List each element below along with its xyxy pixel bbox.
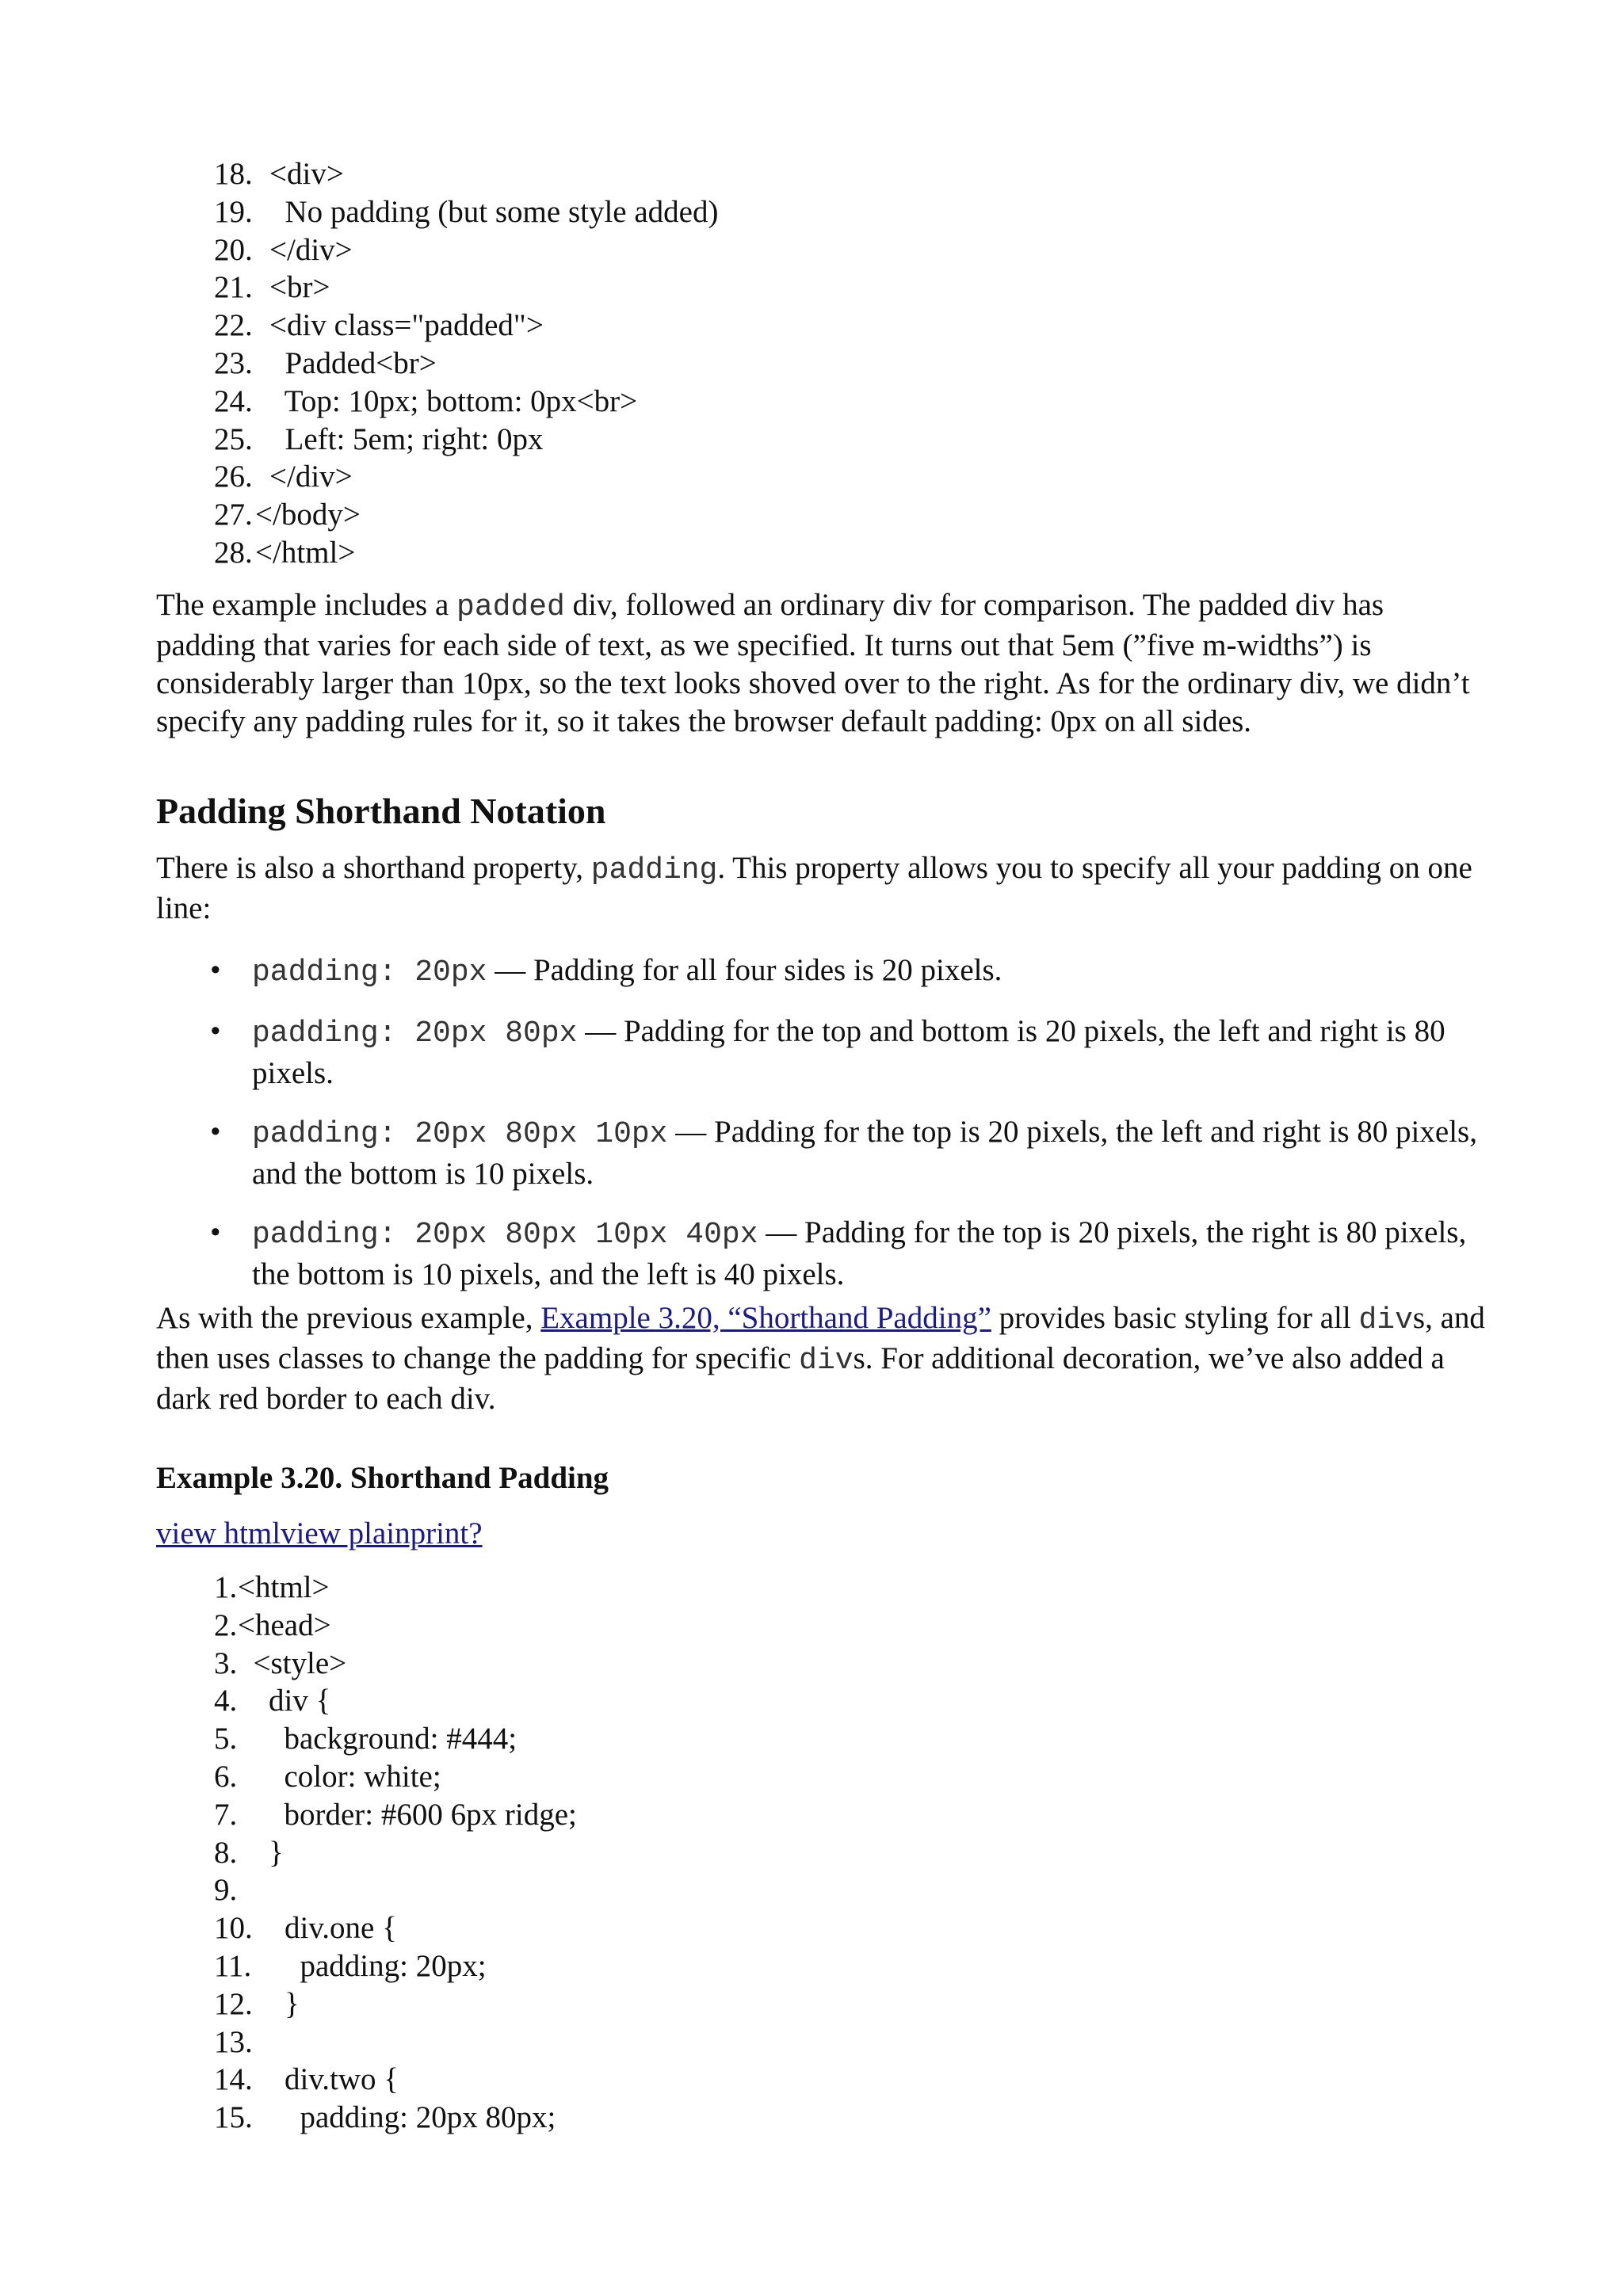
line-number: 11. — [214, 1948, 252, 1983]
code-text: <div> — [269, 157, 344, 191]
code-line — [214, 2061, 927, 2099]
code-text: </div> — [269, 460, 353, 494]
inline-code-div-2: div — [799, 1344, 854, 1378]
code-listing-bottom — [214, 1569, 927, 2137]
code-text: No padding (but some style added) — [269, 194, 719, 229]
code-text: </div> — [269, 232, 353, 267]
bullet-item — [210, 1213, 1494, 1295]
code-text: Left: 5em; right: 0px — [269, 421, 544, 456]
bullet-text: — Padding for the top and bottom is 20 pixels, the left and right is 80 pixels. — [252, 1014, 1445, 1090]
line-number: 28. — [214, 535, 253, 570]
bullet-text: — Padding for the top is 20 pixels, the right is 80 pixels, the bottom is 10 pixels, and the left is 40 pixels. — [252, 1215, 1467, 1291]
line-number: 20. — [214, 232, 253, 267]
line-number: 18. — [214, 157, 253, 191]
paragraph-example-intro — [156, 1299, 1487, 1418]
inline-code-div-1: div — [1358, 1303, 1413, 1337]
line-number: 23. — [214, 345, 253, 380]
code-line — [214, 458, 927, 496]
code-line — [214, 496, 927, 534]
code-line — [214, 2023, 927, 2061]
code-line — [214, 1682, 927, 1720]
code-text: color: white; — [238, 1759, 441, 1794]
line-number: 4. — [214, 1684, 238, 1718]
line-number: 6. — [214, 1759, 238, 1794]
code-text: <style> — [238, 1646, 347, 1680]
code-line — [214, 1947, 927, 1985]
code-text: </html> — [255, 535, 356, 570]
code-line — [214, 1720, 927, 1758]
line-number: 15. — [214, 2100, 253, 2135]
para2-pre: There is also a shorthand property, — [156, 851, 591, 885]
code-line — [214, 1985, 927, 2023]
inline-code-padding: padding — [590, 853, 718, 887]
bullet-dot-icon: • — [210, 1014, 221, 1048]
example-link[interactable]: Example 3.20, “Shorthand Padding” — [540, 1301, 991, 1335]
code-line — [214, 2099, 927, 2137]
code-line — [214, 1607, 927, 1645]
code-text: padding: 20px; — [254, 1948, 487, 1983]
example-toolbar-link[interactable]: view htmlview plainprint? — [156, 1516, 483, 1550]
paragraph-padded-explanation — [156, 586, 1487, 741]
para1-pre: The example includes a — [156, 588, 457, 622]
code-line — [214, 1909, 927, 1947]
para3-post: s. For additional decoration, we’ve also added a dark red border to each div. — [156, 1341, 1445, 1416]
code-line — [214, 231, 927, 269]
paragraph-shorthand-intro — [156, 849, 1487, 928]
code-text: } — [238, 1835, 284, 1870]
code-text: border: #600 6px ridge; — [238, 1797, 577, 1832]
code-text: background: #444; — [238, 1722, 517, 1756]
line-number: 3. — [214, 1646, 238, 1680]
line-number: 21. — [214, 270, 253, 305]
bullet-code: padding: 20px 80px 10px 40px — [252, 1218, 758, 1252]
bullet-code: padding: 20px 80px 10px — [252, 1117, 668, 1151]
code-text: <div class="padded"> — [269, 308, 544, 343]
code-line — [214, 421, 927, 459]
code-line — [214, 193, 927, 231]
code-line — [214, 383, 927, 421]
code-line — [214, 534, 927, 572]
code-line — [214, 307, 927, 345]
line-number: 8. — [214, 1835, 238, 1870]
line-number: 22. — [214, 308, 253, 343]
line-number: 12. — [214, 1986, 253, 2021]
code-text: <html> — [238, 1570, 330, 1604]
bullet-text: — Padding for all four sides is 20 pixels. — [487, 953, 1002, 987]
bullet-code: padding: 20px — [252, 955, 487, 990]
code-text: div.one { — [254, 1911, 397, 1946]
code-line — [214, 1796, 927, 1834]
code-line — [214, 1871, 927, 1909]
code-text: } — [254, 1986, 300, 2021]
shorthand-bullet-list — [210, 951, 1494, 1314]
para2-post: . This property allows you to specify all your padding on one line: — [156, 851, 1472, 925]
line-number: 19. — [214, 194, 253, 229]
line-number: 10. — [214, 1911, 253, 1946]
line-number: 14. — [214, 2062, 253, 2097]
line-number: 2. — [214, 1608, 238, 1642]
code-text: <br> — [269, 270, 330, 305]
para3-mid1: provides basic styling for all — [991, 1301, 1359, 1335]
line-number: 25. — [214, 421, 253, 456]
code-line — [214, 155, 927, 193]
line-number: 1. — [214, 1570, 238, 1604]
line-number: 26. — [214, 460, 253, 494]
para1-post: div, followed an ordinary div for comparison. The padded div has padding that varies for each side of text, as we specified. It turns out that 5em (”five m-widths”) is considerably larger than 10px, so the text looks shoved over to the right. As for the ordinary div, we didn’t specify any padding rules for it, so it takes the browser default padding: 0px on all sides. — [156, 588, 1470, 738]
code-text: <head> — [238, 1608, 331, 1642]
line-number: 24. — [214, 383, 253, 418]
bullet-dot-icon: • — [210, 953, 221, 987]
para3-mid2: s, and then uses classes to change the padding for specific — [156, 1301, 1485, 1375]
code-line — [214, 1758, 927, 1796]
bullet-code: padding: 20px 80px — [252, 1016, 578, 1051]
code-line — [214, 1569, 927, 1607]
code-text: Top: 10px; bottom: 0px<br> — [269, 383, 638, 418]
code-text: div { — [238, 1684, 331, 1718]
bullet-dot-icon: • — [210, 1215, 221, 1249]
bullet-text: — Padding for the top is 20 pixels, the left and right is 80 pixels, and the bottom is 10 pixels. — [252, 1115, 1477, 1191]
line-number: 7. — [214, 1797, 238, 1832]
code-text: </body> — [255, 498, 361, 532]
bullet-item — [210, 951, 1494, 993]
code-line — [214, 269, 927, 307]
line-number: 5. — [214, 1722, 238, 1756]
code-line — [214, 1834, 927, 1872]
bullet-dot-icon: • — [210, 1115, 221, 1149]
code-text: padding: 20px 80px; — [254, 2100, 556, 2135]
inline-code-padded: padded — [456, 590, 565, 624]
line-number: 13. — [214, 2024, 253, 2059]
code-line — [214, 345, 927, 383]
bullet-item — [210, 1112, 1494, 1194]
section-heading: Padding Shorthand Notation — [156, 791, 606, 831]
para3-pre: As with the previous example, — [156, 1301, 541, 1335]
code-text: div.two { — [254, 2062, 399, 2097]
code-line — [214, 1645, 927, 1683]
example-title: Example 3.20. Shorthand Padding — [156, 1461, 609, 1495]
code-listing-top — [214, 155, 927, 572]
code-text: Padded<br> — [269, 345, 437, 380]
bullet-item — [210, 1012, 1494, 1093]
line-number: 9. — [214, 1873, 238, 1908]
line-number: 27. — [214, 498, 253, 532]
